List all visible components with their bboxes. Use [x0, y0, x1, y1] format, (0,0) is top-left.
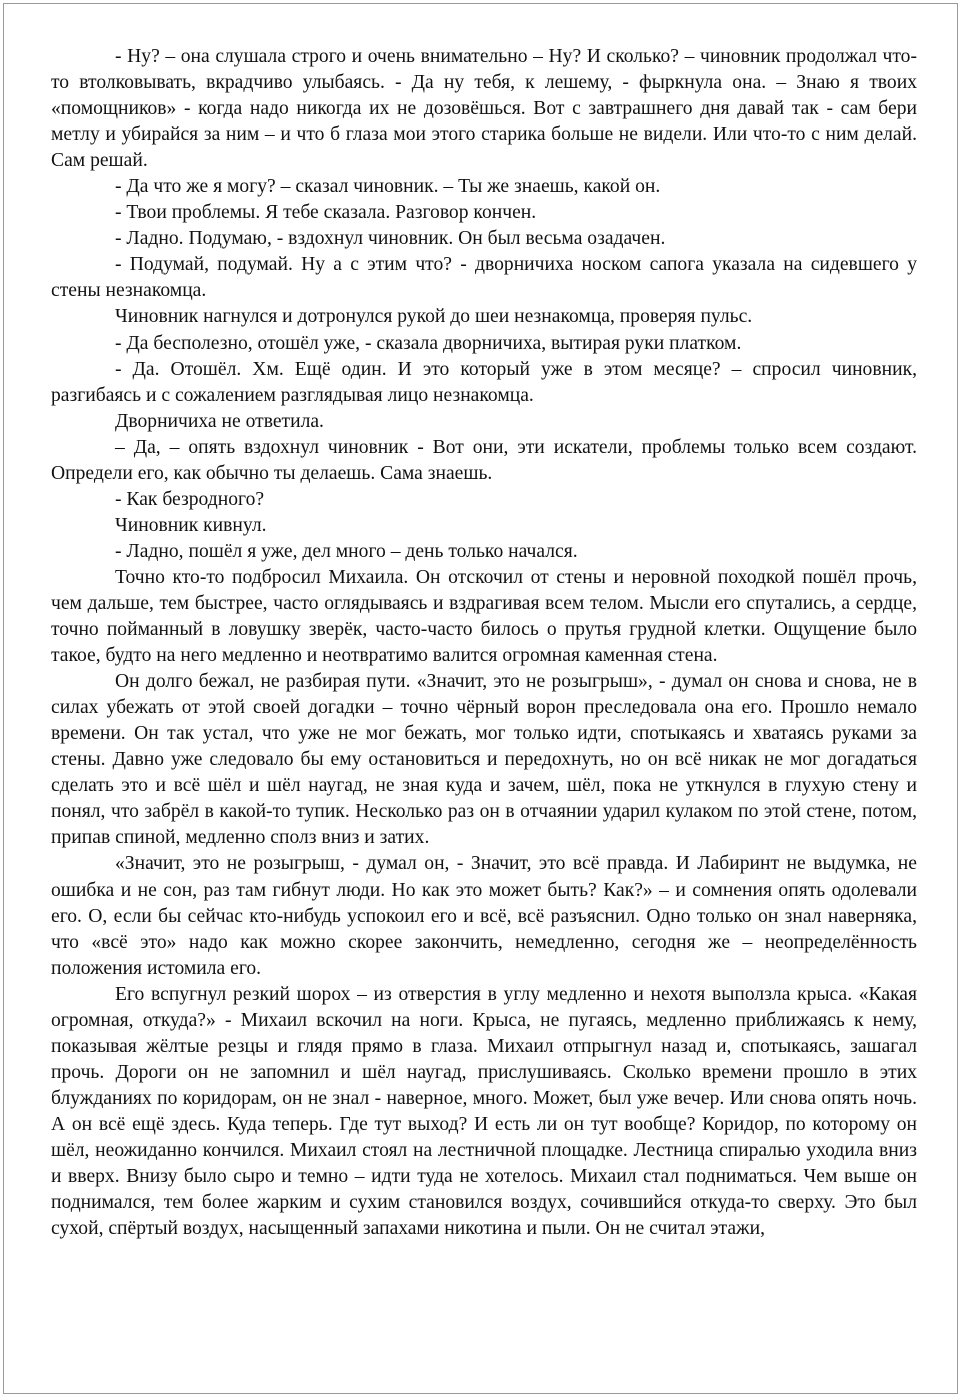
- paragraph: Его вспугнул резкий шорох – из отверстия в углу медленно и нехотя выползла крыса. «Какая огромная, откуда?» - Михаил вскочил на ноги. Крыса, не пугаясь, медленно приближаясь к нему, показывая жёлтые резцы и глядя прямо в глаза. Михаил отпрыгнул назад и, спотыкаясь, зашагал прочь. Дороги он не запомнил и шёл наугад, прислушиваясь. Сколько времени прошло в этих блужданиях по коридорам, он не знал - наверное, много. Может, был уже вечер. Или снова опять ночь. А он всё ещё здесь. Куда теперь. Где тут выход? И есть ли он тут вообще? Коридор, по которому он шёл, неожиданно кончился. Михаил стоял на лестничной площадке. Лестница спиралью уходила вниз и вверх. Внизу было сыро и темно – идти туда не хотелось. Михаил стал подниматься. Чем выше он поднимался, тем более жарким и сухим становился воздух, сочившийся откуда-то сверху. Это был сухой, спёртый воздух, насыщенный запахами никотина и пыли. Он не считал этажи,: [51, 983, 917, 1240]
- paragraph: - Твои проблемы. Я тебе сказала. Разговор кончен.: [115, 202, 537, 224]
- paragraph: - Ладно, пошёл я уже, дел много – день только начался.: [115, 540, 578, 562]
- paragraph: - Да бесполезно, отошёл уже, - сказала дворничиха, вытирая руки платком.: [115, 332, 742, 354]
- paragraph: – Да, – опять вздохнул чиновник - Вот они, эти искатели, проблемы только всем создают. Определи его, как обычно ты делаешь. Сама знаешь.: [51, 436, 917, 484]
- paragraph: - Ну? – она слушала строго и очень внимательно – Ну? И сколько? – чиновник продолжал что-то втолковывать, вкрадчиво улыбаясь. - Да ну тебя, к лешему, - фыркнула она. – Знаю я твоих «помощников» - когда надо никогда их не дозовёшься. Вот с завтрашнего дня давай так - сам бери метлу и убирайся за ним – и что б глаза мои этого старика больше не видели. Или что-то с ним делай. Сам решай.: [51, 46, 917, 172]
- paragraph: - Как безродного?: [115, 488, 265, 510]
- paragraph: Чиновник кивнул.: [115, 514, 267, 536]
- document-page: [3, 3, 958, 1394]
- paragraph: - Подумай, подумай. Ну а с этим что? - дворничиха носком сапога указала на сидевшего у стены незнакомца.: [51, 254, 917, 302]
- paragraph: - Ладно. Подумаю, - вздохнул чиновник. Он был весьма озадачен.: [115, 228, 666, 250]
- paragraph: Дворничиха не ответила.: [115, 410, 324, 432]
- paragraph: «Значит, это не розыгрыш, - думал он, - Значит, это всё правда. И Лабиринт не выдумка, не ошибка и не сон, раз там гибнут люди. Но как это может быть? Как?» – и сомнения опять одолевали его. О, если бы сейчас кто-нибудь успокоил его и всё, всё разъяснил. Одно только он знал наверняка, что «всё это» надо как можно скорее закончить, немедленно, сегодня же – неопределённость положения истомила его.: [51, 853, 917, 979]
- paragraph: - Да. Отошёл. Хм. Ещё один. И это который уже в этом месяце? – спросил чиновник, разгибаясь и с сожалением разглядывая лицо незнакомца.: [51, 358, 917, 406]
- paragraph: Чиновник нагнулся и дотронулся рукой до шеи незнакомца, проверяя пульс.: [115, 306, 753, 328]
- paragraph: - Да что же я могу? – сказал чиновник. – Ты же знаешь, какой он.: [115, 176, 661, 198]
- paragraph: Он долго бежал, не разбирая пути. «Значит, это не розыгрыш», - думал он снова и снова, не в силах убежать от этой своей догадки – точно чёрный ворон преследовала она его. Прошло немало времени. Он так устал, что уже не мог бежать, мог только идти, спотыкаясь и хватаясь руками за стены. Давно уже следовало бы ему остановиться и передохнуть, но он всё никак не мог догадаться сделать это и всё шёл и шёл наугад, не зная куда и зачем, шёл, пока не уткнулся в глухую стену и понял, что забрёл в какой-то тупик. Несколько раз он в отчаянии ударил кулаком по этой стене, потом, припав спиной, медленно сполз вниз и затих.: [51, 671, 917, 849]
- document-body: [51, 44, 917, 1242]
- paragraph: Точно кто-то подбросил Михаила. Он отскочил от стены и неровной походкой пошёл прочь, чем дальше, тем быстрее, часто оглядываясь и вздрагивая всем телом. Мысли его спутались, а сердце, точно пойманный в ловушку зверёк, часто-часто билось о прутья грудной клетки. Ощущение было такое, будто на него медленно и неотвратимо валится огромная каменная стена.: [51, 566, 917, 667]
